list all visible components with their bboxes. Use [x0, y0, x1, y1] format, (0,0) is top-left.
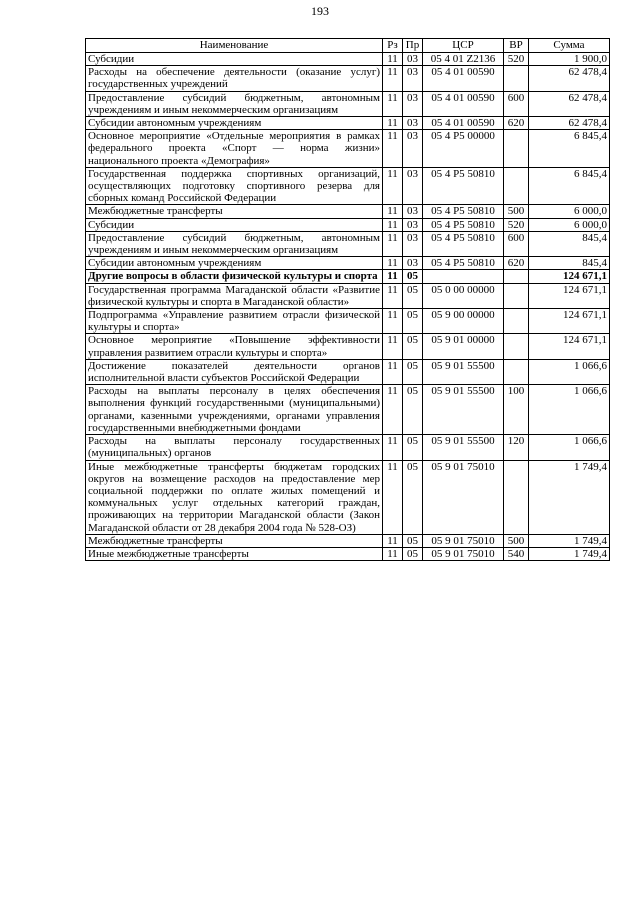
table-row	[86, 130, 610, 168]
row-vr-cell	[504, 334, 529, 359]
row-csr-cell: 05 4 P5 50810	[423, 205, 504, 218]
row-name-cell: Предоставление субсидий бюджетным, автономным учреждениям и иным некоммерческим организациям	[86, 231, 383, 256]
row-csr-cell: 05 4 01 Z2136	[423, 53, 504, 66]
row-pr-cell: 03	[403, 91, 423, 116]
row-name-cell: Субсидии автономным учреждениям	[86, 257, 383, 270]
row-pr-cell: 05	[403, 385, 423, 435]
table-row	[86, 167, 610, 205]
row-sum-cell: 6 845,4	[529, 130, 610, 168]
table-row	[86, 66, 610, 91]
table-row	[86, 385, 610, 435]
row-name-cell: Государственная поддержка спортивных организаций, осуществляющих подготовку спортивного резерва для сборных команд Российской Федерации	[86, 167, 383, 205]
table-row	[86, 257, 610, 270]
row-pr-cell: 03	[403, 167, 423, 205]
row-vr-cell: 500	[504, 205, 529, 218]
row-name-cell: Иные межбюджетные трансферты	[86, 547, 383, 560]
row-pr-cell: 03	[403, 117, 423, 130]
row-vr-cell	[504, 270, 529, 283]
row-pr-cell: 05	[403, 270, 423, 283]
row-sum-cell: 1 749,4	[529, 547, 610, 560]
row-sum-cell: 124 671,1	[529, 270, 610, 283]
row-sum-cell: 845,4	[529, 257, 610, 270]
row-vr-cell: 620	[504, 257, 529, 270]
table-row	[86, 309, 610, 334]
row-name-cell: Расходы на выплаты персоналу государственных (муниципальных) органов	[86, 435, 383, 460]
row-name-cell: Расходы на выплаты персоналу в целях обеспечения выполнения функций государственными (муниципальными) органами, казенными учреждениями, органами управления государственными внебюджетными фондами	[86, 385, 383, 435]
row-rz-cell: 11	[383, 334, 403, 359]
row-csr-cell: 05 4 P5 50810	[423, 218, 504, 231]
table-row	[86, 334, 610, 359]
header-vr: ВР	[504, 39, 529, 53]
row-vr-cell: 540	[504, 547, 529, 560]
row-name-cell: Расходы на обеспечение деятельности (оказание услуг) государственных учреждений	[86, 66, 383, 91]
row-csr-cell: 05 4 01 00590	[423, 66, 504, 91]
table-row	[86, 117, 610, 130]
row-vr-cell: 520	[504, 218, 529, 231]
table-row	[86, 547, 610, 560]
row-rz-cell: 11	[383, 435, 403, 460]
row-csr-cell: 05 9 01 75010	[423, 534, 504, 547]
header-sum: Сумма	[529, 39, 610, 53]
row-sum-cell: 124 671,1	[529, 309, 610, 334]
row-name-cell: Подпрограмма «Управление развитием отрасли физической культуры и спорта»	[86, 309, 383, 334]
row-pr-cell: 05	[403, 309, 423, 334]
row-sum-cell: 124 671,1	[529, 334, 610, 359]
row-name-cell: Достижение показателей деятельности органов исполнительной власти субъектов Российской Федерации	[86, 359, 383, 384]
row-csr-cell: 05 9 01 75010	[423, 460, 504, 534]
row-csr-cell: 05 9 01 00000	[423, 334, 504, 359]
row-rz-cell: 11	[383, 385, 403, 435]
row-sum-cell: 6 000,0	[529, 205, 610, 218]
row-sum-cell: 62 478,4	[529, 66, 610, 91]
row-rz-cell: 11	[383, 218, 403, 231]
row-rz-cell: 11	[383, 66, 403, 91]
row-name-cell: Иные межбюджетные трансферты бюджетам городских округов на возмещение расходов на предоставление мер социальной поддержки по оплате жилых помещений и коммунальных услуг отдельных категорий граждан, проживающих на территории Магаданской области (Закон Магаданской области от 28 декабря 2004 года № 528-ОЗ)	[86, 460, 383, 534]
row-sum-cell: 62 478,4	[529, 91, 610, 116]
row-vr-cell: 120	[504, 435, 529, 460]
row-csr-cell: 05 4 01 00590	[423, 117, 504, 130]
row-name-cell: Субсидии	[86, 53, 383, 66]
row-pr-cell: 03	[403, 53, 423, 66]
row-rz-cell: 11	[383, 309, 403, 334]
row-name-cell: Предоставление субсидий бюджетным, автономным учреждениям и иным некоммерческим организациям	[86, 91, 383, 116]
row-csr-cell	[423, 270, 504, 283]
row-name-cell: Субсидии	[86, 218, 383, 231]
row-sum-cell: 845,4	[529, 231, 610, 256]
row-rz-cell: 11	[383, 167, 403, 205]
row-vr-cell: 600	[504, 91, 529, 116]
row-csr-cell: 05 4 P5 50810	[423, 257, 504, 270]
row-vr-cell: 600	[504, 231, 529, 256]
row-rz-cell: 11	[383, 270, 403, 283]
row-pr-cell: 03	[403, 66, 423, 91]
row-sum-cell: 62 478,4	[529, 117, 610, 130]
row-pr-cell: 05	[403, 534, 423, 547]
row-sum-cell: 1 066,6	[529, 435, 610, 460]
row-sum-cell: 1 066,6	[529, 385, 610, 435]
table-row	[86, 534, 610, 547]
table-row	[86, 460, 610, 534]
row-sum-cell: 1 749,4	[529, 534, 610, 547]
row-pr-cell: 05	[403, 359, 423, 384]
row-pr-cell: 03	[403, 231, 423, 256]
row-pr-cell: 05	[403, 460, 423, 534]
row-name-cell: Основное мероприятие «Отдельные мероприятия в рамках федерального проекта «Спорт — норма жизни» национального проекта «Демография»	[86, 130, 383, 168]
row-rz-cell: 11	[383, 359, 403, 384]
row-name-cell: Основное мероприятие «Повышение эффективности управления развитием отрасли культуры и спорта»	[86, 334, 383, 359]
row-rz-cell: 11	[383, 257, 403, 270]
row-rz-cell: 11	[383, 283, 403, 308]
table-row	[86, 270, 610, 283]
row-pr-cell: 05	[403, 334, 423, 359]
row-pr-cell: 05	[403, 283, 423, 308]
header-pr: Пр	[403, 39, 423, 53]
row-rz-cell: 11	[383, 117, 403, 130]
row-vr-cell	[504, 309, 529, 334]
row-rz-cell: 11	[383, 53, 403, 66]
row-vr-cell: 520	[504, 53, 529, 66]
row-rz-cell: 11	[383, 205, 403, 218]
table-row	[86, 91, 610, 116]
row-rz-cell: 11	[383, 460, 403, 534]
row-sum-cell: 6 845,4	[529, 167, 610, 205]
row-pr-cell: 03	[403, 257, 423, 270]
row-pr-cell: 05	[403, 547, 423, 560]
row-csr-cell: 05 0 00 00000	[423, 283, 504, 308]
row-csr-cell: 05 9 01 55500	[423, 385, 504, 435]
row-sum-cell: 6 000,0	[529, 218, 610, 231]
row-name-cell: Субсидии автономным учреждениям	[86, 117, 383, 130]
row-vr-cell: 500	[504, 534, 529, 547]
header-name: Наименование	[86, 39, 383, 53]
budget-table	[85, 38, 610, 561]
row-rz-cell: 11	[383, 91, 403, 116]
row-name-cell: Межбюджетные трансферты	[86, 205, 383, 218]
row-pr-cell: 03	[403, 205, 423, 218]
row-csr-cell: 05 9 01 55500	[423, 435, 504, 460]
row-sum-cell: 1 066,6	[529, 359, 610, 384]
row-name-cell: Другие вопросы в области физической культуры и спорта	[86, 270, 383, 283]
table-row	[86, 231, 610, 256]
row-name-cell: Государственная программа Магаданской области «Развитие физической культуры и спорта в Магаданской области»	[86, 283, 383, 308]
table-row	[86, 53, 610, 66]
row-pr-cell: 05	[403, 435, 423, 460]
row-csr-cell: 05 9 01 55500	[423, 359, 504, 384]
row-pr-cell: 03	[403, 130, 423, 168]
row-rz-cell: 11	[383, 547, 403, 560]
row-csr-cell: 05 4 P5 50810	[423, 231, 504, 256]
row-vr-cell	[504, 359, 529, 384]
header-rz: Рз	[383, 39, 403, 53]
row-vr-cell	[504, 66, 529, 91]
table-row	[86, 205, 610, 218]
row-vr-cell	[504, 460, 529, 534]
row-rz-cell: 11	[383, 130, 403, 168]
row-csr-cell: 05 9 00 00000	[423, 309, 504, 334]
row-sum-cell: 124 671,1	[529, 283, 610, 308]
row-vr-cell	[504, 283, 529, 308]
table-row	[86, 218, 610, 231]
table-row	[86, 435, 610, 460]
table-header-row	[86, 39, 610, 53]
row-csr-cell: 05 9 01 75010	[423, 547, 504, 560]
row-vr-cell	[504, 130, 529, 168]
row-vr-cell	[504, 167, 529, 205]
row-csr-cell: 05 4 P5 00000	[423, 130, 504, 168]
row-rz-cell: 11	[383, 534, 403, 547]
page-number: 193	[311, 4, 329, 18]
row-sum-cell: 1 900,0	[529, 53, 610, 66]
table-body	[86, 53, 610, 561]
row-name-cell: Межбюджетные трансферты	[86, 534, 383, 547]
table-row	[86, 283, 610, 308]
row-vr-cell: 620	[504, 117, 529, 130]
row-sum-cell: 1 749,4	[529, 460, 610, 534]
row-vr-cell: 100	[504, 385, 529, 435]
row-rz-cell: 11	[383, 231, 403, 256]
row-pr-cell: 03	[403, 218, 423, 231]
table-row	[86, 359, 610, 384]
row-csr-cell: 05 4 01 00590	[423, 91, 504, 116]
row-csr-cell: 05 4 P5 50810	[423, 167, 504, 205]
header-csr: ЦСР	[423, 39, 504, 53]
